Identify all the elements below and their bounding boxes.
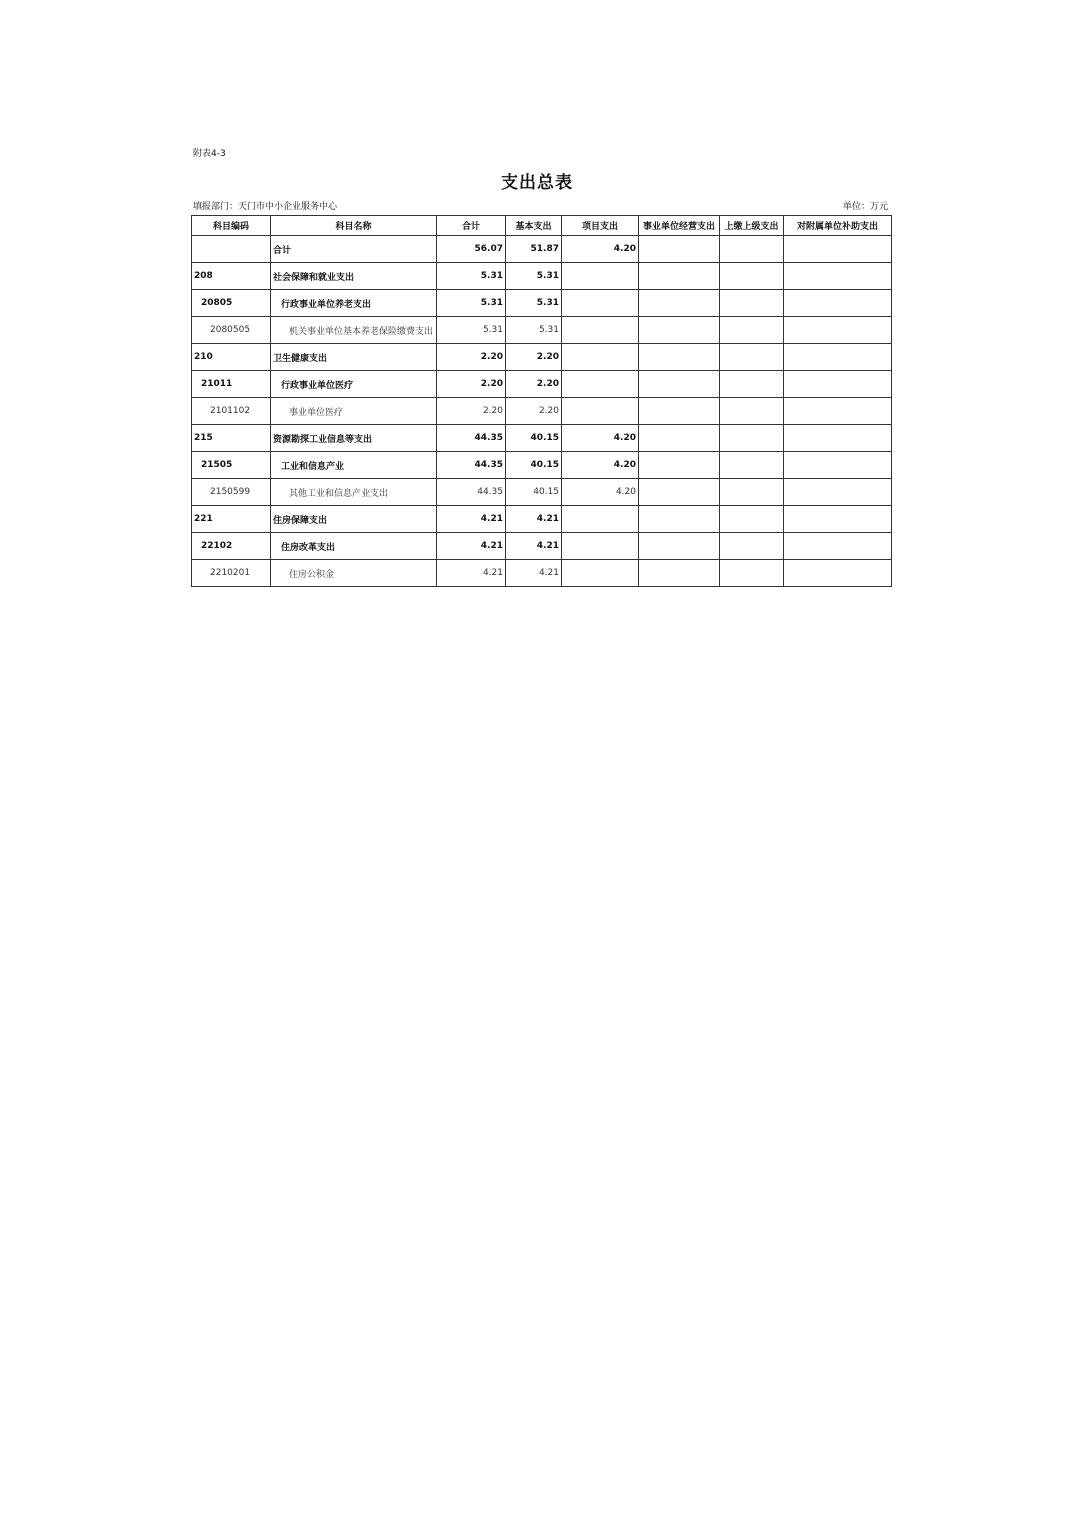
cell-project — [562, 263, 639, 290]
cell-project: 4.20 — [562, 452, 639, 479]
cell-code — [192, 236, 271, 263]
cell-total: 56.07 — [437, 236, 506, 263]
cell-remit — [720, 398, 784, 425]
cell-remit — [720, 479, 784, 506]
table-row — [192, 560, 892, 587]
cell-business — [639, 506, 720, 533]
cell-basic: 51.87 — [506, 236, 562, 263]
cell-total: 5.31 — [437, 290, 506, 317]
cell-code: 2210201 — [192, 560, 271, 587]
table-row — [192, 452, 892, 479]
cell-subsidy — [784, 506, 892, 533]
cell-remit — [720, 344, 784, 371]
cell-business — [639, 290, 720, 317]
cell-remit — [720, 236, 784, 263]
cell-basic: 2.20 — [506, 398, 562, 425]
cell-name: 卫生健康支出 — [271, 344, 437, 371]
unit-label: 单位：万元 — [842, 202, 888, 212]
cell-business — [639, 425, 720, 452]
cell-remit — [720, 452, 784, 479]
department-label: 填报部门：天门市中小企业服务中心 — [193, 202, 338, 212]
cell-code: 2150599 — [192, 479, 271, 506]
cell-name: 社会保障和就业支出 — [271, 263, 437, 290]
cell-project — [562, 560, 639, 587]
expenditure-table — [191, 215, 892, 587]
cell-basic: 4.21 — [506, 533, 562, 560]
cell-code: 2101102 — [192, 398, 271, 425]
cell-project — [562, 506, 639, 533]
col-header-subsidy: 对附属单位补助支出 — [784, 216, 892, 236]
cell-code: 208 — [192, 263, 271, 290]
cell-total: 2.20 — [437, 344, 506, 371]
cell-basic: 5.31 — [506, 317, 562, 344]
cell-code: 215 — [192, 425, 271, 452]
table-row — [192, 317, 892, 344]
cell-total: 2.20 — [437, 398, 506, 425]
cell-remit — [720, 533, 784, 560]
cell-total: 4.21 — [437, 560, 506, 587]
cell-business — [639, 263, 720, 290]
cell-name: 其他工业和信息产业支出 — [271, 479, 437, 506]
cell-code: 20805 — [192, 290, 271, 317]
cell-project — [562, 371, 639, 398]
cell-remit — [720, 371, 784, 398]
cell-basic: 40.15 — [506, 479, 562, 506]
table-row — [192, 506, 892, 533]
cell-subsidy — [784, 398, 892, 425]
cell-name: 住房保障支出 — [271, 506, 437, 533]
cell-business — [639, 479, 720, 506]
cell-total: 2.20 — [437, 371, 506, 398]
cell-subsidy — [784, 290, 892, 317]
cell-basic: 4.21 — [506, 560, 562, 587]
cell-total: 4.21 — [437, 533, 506, 560]
cell-code: 21505 — [192, 452, 271, 479]
cell-subsidy — [784, 479, 892, 506]
col-header-code: 科目编码 — [192, 216, 271, 236]
cell-basic: 2.20 — [506, 344, 562, 371]
cell-business — [639, 371, 720, 398]
cell-name: 住房公积金 — [271, 560, 437, 587]
cell-name: 住房改革支出 — [271, 533, 437, 560]
cell-business — [639, 344, 720, 371]
cell-code: 22102 — [192, 533, 271, 560]
cell-total: 44.35 — [437, 425, 506, 452]
cell-basic: 40.15 — [506, 452, 562, 479]
cell-project: 4.20 — [562, 479, 639, 506]
cell-project — [562, 344, 639, 371]
cell-subsidy — [784, 371, 892, 398]
table-row — [192, 290, 892, 317]
cell-name: 工业和信息产业 — [271, 452, 437, 479]
cell-code: 210 — [192, 344, 271, 371]
cell-remit — [720, 425, 784, 452]
cell-basic: 5.31 — [506, 290, 562, 317]
cell-total: 5.31 — [437, 263, 506, 290]
cell-name: 合计 — [271, 236, 437, 263]
table-row — [192, 479, 892, 506]
col-header-total: 合计 — [437, 216, 506, 236]
cell-remit — [720, 560, 784, 587]
cell-project — [562, 317, 639, 344]
cell-business — [639, 533, 720, 560]
table-row — [192, 398, 892, 425]
cell-total: 4.21 — [437, 506, 506, 533]
cell-business — [639, 560, 720, 587]
cell-code: 221 — [192, 506, 271, 533]
cell-name: 行政事业单位医疗 — [271, 371, 437, 398]
cell-basic: 40.15 — [506, 425, 562, 452]
col-header-remit: 上缴上级支出 — [720, 216, 784, 236]
cell-remit — [720, 506, 784, 533]
cell-name: 行政事业单位养老支出 — [271, 290, 437, 317]
col-header-project: 项目支出 — [562, 216, 639, 236]
cell-subsidy — [784, 425, 892, 452]
table-row — [192, 344, 892, 371]
page-title: 支出总表 — [501, 173, 573, 193]
col-header-name: 科目名称 — [271, 216, 437, 236]
table-row — [192, 371, 892, 398]
cell-subsidy — [784, 317, 892, 344]
cell-total: 44.35 — [437, 452, 506, 479]
cell-subsidy — [784, 533, 892, 560]
cell-name: 机关事业单位基本养老保险缴费支出 — [271, 317, 437, 344]
cell-project — [562, 533, 639, 560]
table-row — [192, 236, 892, 263]
cell-subsidy — [784, 263, 892, 290]
cell-business — [639, 317, 720, 344]
cell-subsidy — [784, 344, 892, 371]
cell-name: 事业单位医疗 — [271, 398, 437, 425]
table-header-row — [192, 216, 892, 236]
table-row — [192, 263, 892, 290]
cell-basic: 4.21 — [506, 506, 562, 533]
cell-project — [562, 398, 639, 425]
cell-total: 5.31 — [437, 317, 506, 344]
cell-business — [639, 452, 720, 479]
cell-remit — [720, 317, 784, 344]
cell-project — [562, 290, 639, 317]
cell-subsidy — [784, 560, 892, 587]
cell-project: 4.20 — [562, 425, 639, 452]
table-row — [192, 533, 892, 560]
table-row — [192, 425, 892, 452]
cell-subsidy — [784, 452, 892, 479]
cell-remit — [720, 263, 784, 290]
cell-remit — [720, 290, 784, 317]
cell-business — [639, 398, 720, 425]
col-header-business: 事业单位经营支出 — [639, 216, 720, 236]
cell-name: 资源勘探工业信息等支出 — [271, 425, 437, 452]
cell-basic: 2.20 — [506, 371, 562, 398]
cell-total: 44.35 — [437, 479, 506, 506]
cell-code: 2080505 — [192, 317, 271, 344]
cell-business — [639, 236, 720, 263]
col-header-basic: 基本支出 — [506, 216, 562, 236]
cell-subsidy — [784, 236, 892, 263]
cell-project: 4.20 — [562, 236, 639, 263]
cell-basic: 5.31 — [506, 263, 562, 290]
attachment-label: 附表4-3 — [193, 149, 226, 159]
cell-code: 21011 — [192, 371, 271, 398]
